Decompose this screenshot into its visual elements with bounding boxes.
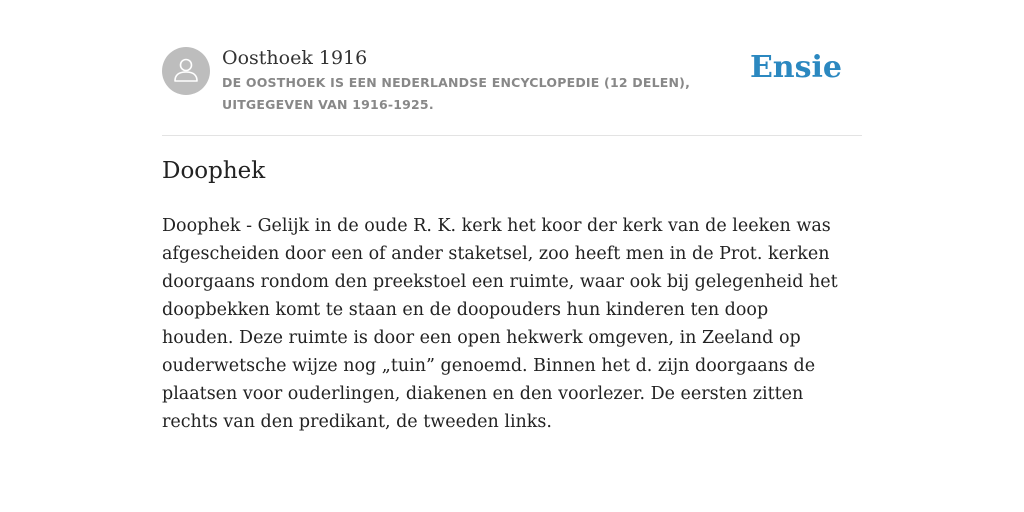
source-description: DE OOSTHOEK IS EEN NEDERLANDSE ENCYCLOPEDIE (12 DELEN), UITGEGEVEN VAN 1916-1925. — [222, 75, 691, 112]
source-header — [162, 44, 862, 136]
divider — [162, 135, 862, 136]
source-title[interactable]: Oosthoek 1916 — [222, 47, 368, 69]
user-icon — [171, 54, 201, 88]
entry-title: Doophek — [162, 158, 266, 184]
brand-logo[interactable]: Ensie — [749, 50, 842, 85]
avatar[interactable] — [162, 47, 210, 95]
entry-body: Doophek - Gelijk in de oude R. K. kerk het koor der kerk van de leeken was afgescheiden door een of ander staketsel, zoo heeft men in de Prot. kerken doorgaans rondom den preekstoel een ruimte, waar ook bij gelegenheid het doopbekken komt te staan en de doopouders hun kinderen ten doop houden. Deze ruimte is door een open hekwerk omgeven, in Zeeland op ouderwetsche wijze nog „tuin” genoemd. Binnen het d. zijn doorgaans de plaatsen voor ouderlingen, diakenen en den voorlezer. De eersten zitten rechts van den predikant, de tweeden links. — [162, 216, 838, 432]
